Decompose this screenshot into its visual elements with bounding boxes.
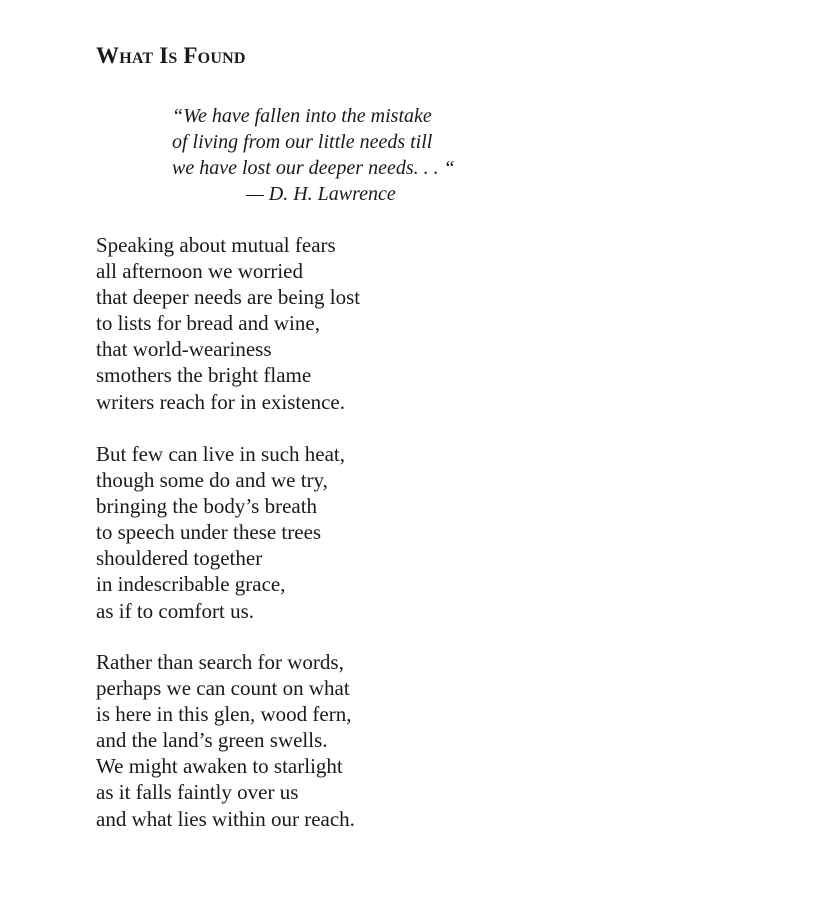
poem-line: and the land’s green swells.: [96, 728, 328, 753]
epigraph-line: “We have fallen into the mistake: [172, 105, 432, 127]
poem-line: is here in this glen, wood fern,: [96, 702, 352, 727]
poem-line: in indescribable grace,: [96, 572, 286, 597]
stanza-2: [96, 441, 345, 624]
poem-line: though some do and we try,: [96, 468, 328, 493]
poem-line: bringing the body’s breath: [96, 494, 318, 519]
poem-line: that deeper needs are being lost: [96, 285, 361, 310]
poem-line: and what lies within our reach.: [96, 806, 355, 831]
epigraph-attribution: — D. H. Lawrence: [246, 183, 396, 205]
poem-line: smothers the bright flame: [96, 363, 312, 388]
poem-line: Rather than search for words,: [96, 650, 344, 674]
poem-line: We might awaken to starlight: [96, 754, 343, 779]
poem-line: as if to comfort us.: [96, 598, 255, 623]
stanza-3: [96, 649, 355, 832]
poem-line: to lists for bread and wine,: [96, 311, 320, 336]
poem-line: shouldered together: [96, 546, 263, 571]
epigraph-line: of living from our little needs till: [172, 131, 433, 153]
poem-line: to speech under these trees: [96, 520, 322, 545]
poem-line: perhaps we can count on what: [96, 676, 350, 701]
poem-line: that world-weariness: [96, 337, 272, 362]
stanza-1: [96, 232, 360, 415]
poem-title: What Is Found: [96, 43, 246, 68]
epigraph: [172, 103, 455, 207]
poem-line: all afternoon we worried: [96, 259, 303, 284]
poem-line: Speaking about mutual fears: [96, 233, 336, 257]
epigraph-line: we have lost our deeper needs. . . “: [172, 157, 455, 179]
poem-line: as it falls faintly over us: [96, 780, 299, 805]
poem-line: But few can live in such heat,: [96, 442, 346, 466]
poem-line: writers reach for in existence.: [96, 389, 345, 414]
